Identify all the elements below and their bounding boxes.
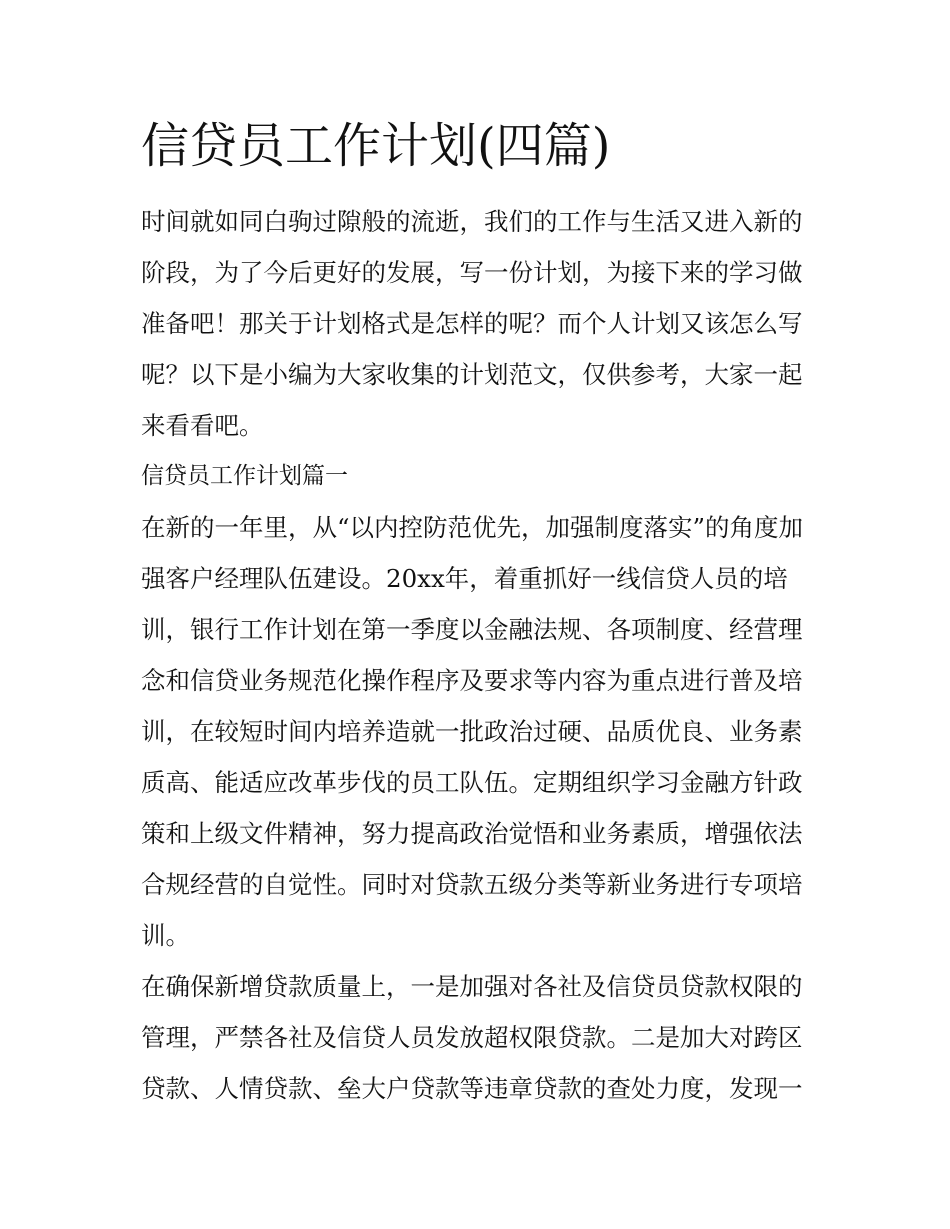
body-line: 质高、能适应改革步伐的员工队伍。定期组织学习金融方针政 bbox=[141, 768, 803, 797]
body-line: 在确保新增贷款质量上，一是加强对各社及信贷员贷款权限的 bbox=[141, 972, 803, 1001]
body-line: 训，在较短时间内培养造就一批政治过硬、品质优良、业务素 bbox=[141, 717, 803, 746]
body-line: 念和信贷业务规范化操作程序及要求等内容为重点进行普及培 bbox=[141, 666, 803, 695]
body-line: 贷款、人情贷款、垒大户贷款等违章贷款的查处力度，发现一 bbox=[141, 1074, 803, 1103]
body-line: 来看看吧。 bbox=[141, 411, 264, 440]
section-heading: 信贷员工作计划篇一 bbox=[141, 463, 348, 489]
body-line: 训，银行工作计划在第一季度以金融法规、各项制度、经营理 bbox=[141, 615, 803, 644]
body-line: 管理，严禁各社及信贷人员发放超权限贷款。二是加大对跨区 bbox=[141, 1023, 803, 1052]
document-body bbox=[141, 196, 813, 1114]
body-line: 时间就如同白驹过隙般的流逝，我们的工作与生活又进入新的 bbox=[141, 207, 803, 236]
body-line: 阶段，为了今后更好的发展，写一份计划，为接下来的学习做 bbox=[141, 258, 803, 287]
body-line: 呢？以下是小编为大家收集的计划范文，仅供参考，大家一起 bbox=[141, 360, 803, 389]
document-title: 信贷员工作计划(四篇) bbox=[141, 118, 611, 174]
body-line: 强客户经理队伍建设。20xx年，着重抓好一线信贷人员的培 bbox=[141, 564, 788, 593]
body-line: 在新的一年里，从“以内控防范优先，加强制度落实”的角度加 bbox=[141, 513, 804, 542]
body-line: 合规经营的自觉性。同时对贷款五级分类等新业务进行专项培 bbox=[141, 870, 803, 899]
body-line: 准备吧！那关于计划格式是怎样的呢？而个人计划又该怎么写 bbox=[141, 309, 803, 338]
body-line: 策和上级文件精神，努力提高政治觉悟和业务素质，增强依法 bbox=[141, 819, 803, 848]
body-line: 训。 bbox=[141, 921, 190, 950]
